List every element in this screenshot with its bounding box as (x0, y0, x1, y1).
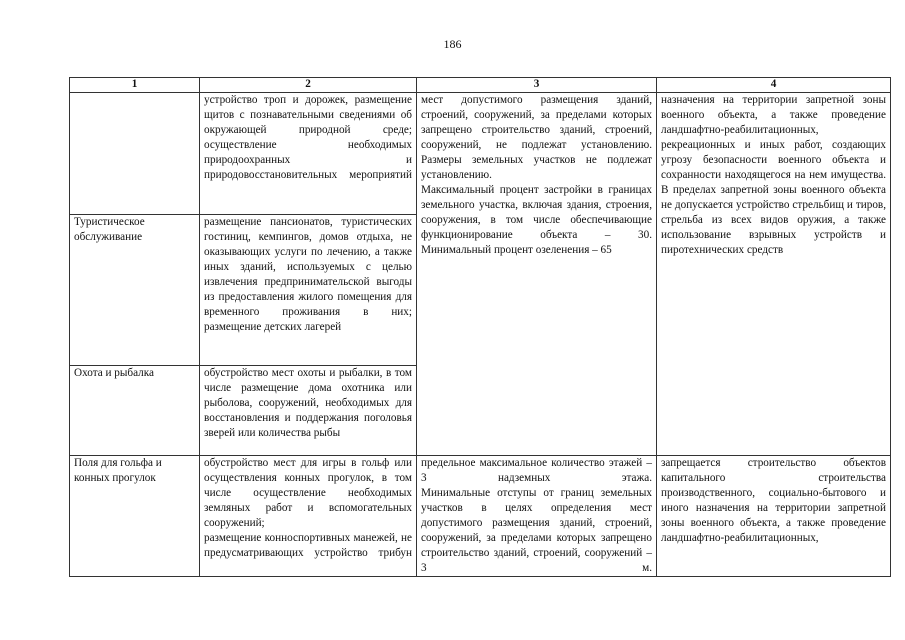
description-paragraph: размещение детских лагерей (204, 321, 342, 333)
parameters-paragraph: Минимальные отступы от границ земельных участков в целях определения мест допустимого размещения зданий, строений, сооружений, за пределами которых запрещено строительство зданий, строений, сооружений – 3 м. (421, 487, 652, 574)
permitted-use-description-cell (200, 366, 417, 456)
building-parameters-cell (417, 93, 657, 456)
description-paragraph: осуществление необходимых природоохранных и природовосстановительных мероприятий (204, 139, 412, 181)
table-row (70, 456, 891, 577)
land-use-table (69, 77, 891, 577)
page-number: 186 (443, 37, 462, 51)
land-use-type-cell: Охота и рыбалка (70, 366, 200, 456)
restrictions-paragraph: запрещается строительство объектов капитального строительства производственного, социально-бытового и иного назначения на территории запретной зоны военного объекта, а также проведение ландшафтно-реабилитационных, (661, 457, 886, 544)
column-header-1: 1 (70, 78, 200, 93)
description-paragraph: размещение пансионатов, туристических гостиниц, кемпингов, домов отдыха, не оказывающих услуги по лечению, а также иных зданий, используемых с целью извлечения предпринимательской выгоды из предоставления жилого помещения для временного проживания в них; (204, 216, 412, 318)
building-parameters-cell (417, 456, 657, 577)
column-header-3: 3 (417, 78, 657, 93)
restrictions-paragraph: назначения на территории запретной зоны военного объекта, а также проведение ландшафтно-реабилитационных, (661, 94, 886, 136)
parameters-paragraph: предельное максимальное количество этажей – 3 надземных этажа. (421, 457, 652, 484)
description-paragraph: обустройство мест охоты и рыбалки, в том числе размещение дома охотника или рыболова, сооружений, необходимых для восстановления и поддержания поголовья зверей или количества рыбы (204, 367, 412, 439)
land-use-type-cell: Туристическое обслуживание (70, 215, 200, 366)
description-paragraph: размещение конноспортивных манежей, не предусматривающих устройство трибун (204, 532, 412, 559)
parameters-paragraph: Минимальный процент озеленения – 65 (421, 244, 612, 256)
permitted-use-description-cell (200, 456, 417, 577)
column-header-4: 4 (657, 78, 891, 93)
table-row (70, 93, 891, 215)
land-use-type-cell (70, 93, 200, 215)
table-header-row (70, 78, 891, 93)
permitted-use-description-cell (200, 93, 417, 215)
restrictions-cell (657, 93, 891, 456)
description-paragraph: устройство троп и дорожек, размещение щитов с познавательными сведениями об окружающей природной среде; (204, 94, 412, 136)
column-header-2: 2 (200, 78, 417, 93)
description-paragraph: обустройство мест для игры в гольф или осуществления конных прогулок, в том числе осуществление необходимых земляных работ и вспомогательных сооружений; (204, 457, 412, 529)
parameters-paragraph: мест допустимого размещения зданий, строений, сооружений, за пределами которых запрещено строительство зданий, строений, сооружений, не подлежат установлению. (421, 94, 652, 151)
restrictions-cell (657, 456, 891, 577)
restrictions-paragraph: В пределах запретной зоны военного объекта не допускается устройство стрельбищ и тиров, стрельба из всех видов оружия, а также использование взрывных устройств и пиротехнических средств (661, 184, 886, 256)
land-use-type-cell: Поля для гольфа и конных прогулок (70, 456, 200, 577)
parameters-paragraph: Размеры земельных участков не подлежат установлению. (421, 154, 652, 181)
restrictions-paragraph: рекреационных и иных работ, создающих угрозу безопасности военного объекта и сохранности находящегося на нем имущества. (661, 139, 886, 181)
parameters-paragraph: Максимальный процент застройки в границах земельного участка, включая здания, строения, сооружения, в том числе обеспечивающие функционирование объекта – 30. (421, 184, 652, 241)
permitted-use-description-cell (200, 215, 417, 366)
